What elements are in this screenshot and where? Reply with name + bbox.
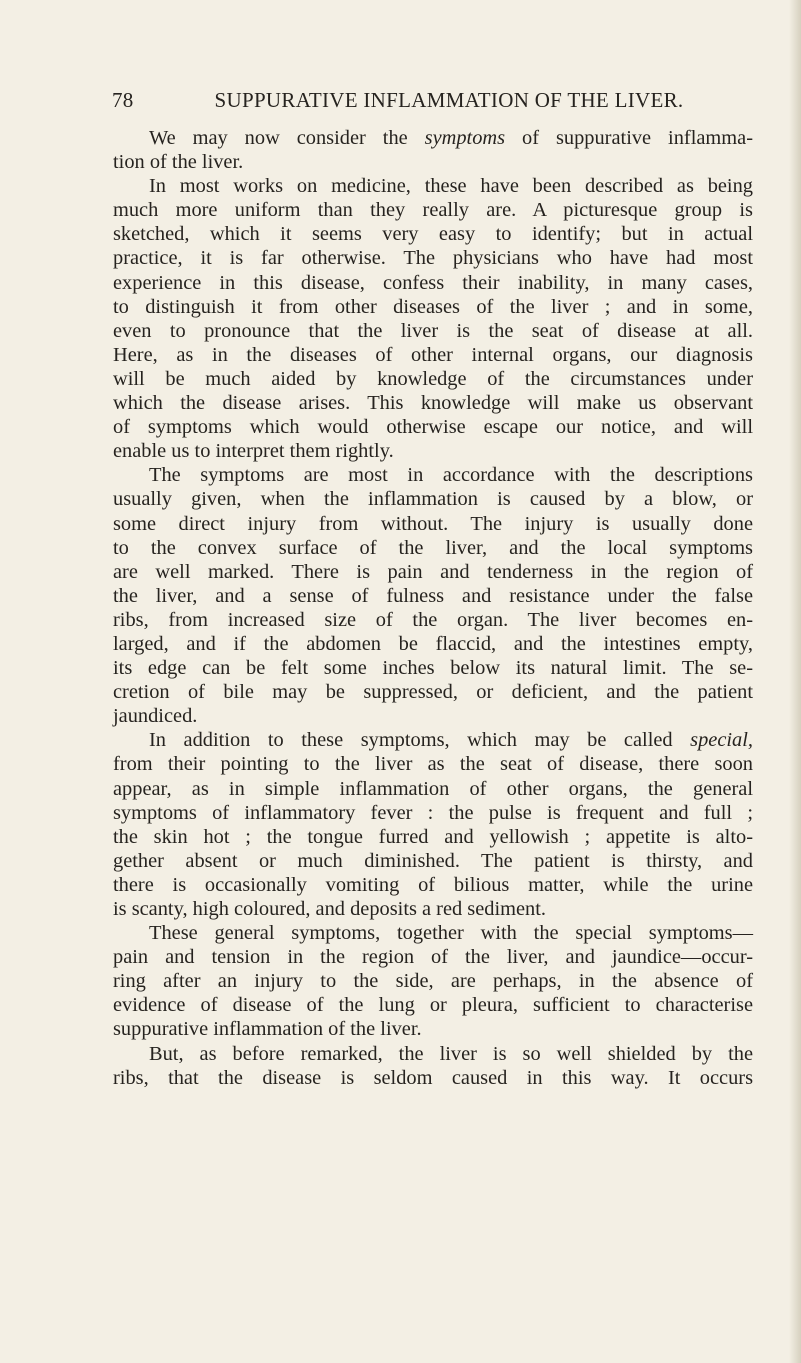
text-line: to distinguish it from other diseases of the liver ; and in some, — [113, 295, 753, 318]
text-line: enable us to interpret them rightly. — [113, 440, 394, 463]
page-number: 78 — [112, 88, 134, 112]
text-line: larged, and if the abdomen be flaccid, and the intestines empty, — [113, 632, 753, 655]
text-line: will be much aided by knowledge of the circumstances under — [113, 367, 753, 390]
text-line: of symptoms which would otherwise escape our notice, and will — [113, 416, 753, 439]
text-line: is scanty, high coloured, and deposits a red sediment. — [113, 898, 547, 920]
running-head — [112, 88, 752, 116]
text-line: much more uniform than they really are. A picturesque group is — [113, 199, 753, 222]
text-line: the liver, and a sense of fulness and resistance under the false — [113, 584, 753, 607]
text-line: ribs, that the disease is seldom caused in this way. It occurs — [113, 1066, 753, 1089]
text-line: there is occasionally vomiting of bilious matter, while the urine — [113, 873, 753, 896]
text-line: symptoms of inflammatory fever : the pulse is frequent and full ; — [113, 801, 753, 824]
text-line: We may now consider the symptoms of suppurative inflamma- — [149, 127, 753, 149]
body-text — [113, 126, 753, 1090]
text-line: sketched, which it seems very easy to identify; but in actual — [113, 223, 753, 246]
running-title: SUPPURATIVE INFLAMMATION OF THE LIVER. — [214, 88, 684, 112]
text-line: evidence of disease of the lung or pleura, sufficient to characterise — [113, 994, 753, 1017]
text-line: usually given, when the inflammation is caused by a blow, or — [113, 488, 753, 511]
text-line: jaundiced. — [113, 705, 198, 728]
text-line: But, as before remarked, the liver is so well shielded by the — [149, 1042, 753, 1065]
text-line: gether absent or much diminished. The patient is thirsty, and — [113, 849, 753, 872]
text-line: The symptoms are most in accordance with the descriptions — [149, 464, 753, 487]
text-line: In addition to these symptoms, which may be called special, — [149, 729, 753, 752]
text-line: In most works on medicine, these have been described as being — [149, 175, 753, 198]
text-line: are well marked. There is pain and tenderness in the region of — [113, 560, 753, 583]
text-line: Here, as in the diseases of other internal organs, our diagnosis — [113, 343, 753, 366]
text-line: from their pointing to the liver as the seat of disease, there soon — [113, 753, 753, 776]
text-line: some direct injury from without. The injury is usually done — [113, 512, 753, 535]
text-line: suppurative inflammation of the liver. — [113, 1018, 422, 1041]
text-line: ring after an injury to the side, are perhaps, in the absence of — [113, 970, 753, 993]
text-line: ribs, from increased size of the organ. The liver becomes en- — [113, 608, 753, 631]
text-line: pain and tension in the region of the liver, and jaundice—occur- — [113, 946, 753, 969]
text-line: These general symptoms, together with the special symptoms— — [149, 922, 753, 945]
text-line: the skin hot ; the tongue furred and yellowish ; appetite is alto- — [113, 825, 753, 848]
text-line: even to pronounce that the liver is the seat of disease at all. — [113, 319, 753, 342]
text-line: tion of the liver. — [113, 151, 244, 174]
text-line: its edge can be felt some inches below its natural limit. The se- — [113, 657, 753, 680]
text-line: experience in this disease, confess their inability, in many cases, — [113, 271, 753, 294]
text-line: appear, as in simple inflammation of other organs, the general — [113, 777, 753, 800]
text-line: to the convex surface of the liver, and the local symptoms — [113, 536, 753, 559]
page-edge-shadow — [789, 0, 801, 1363]
text-line: cretion of bile may be suppressed, or deficient, and the patient — [113, 681, 753, 704]
text-line: practice, it is far otherwise. The physicians who have had most — [113, 247, 753, 270]
text-line: which the disease arises. This knowledge will make us observant — [113, 392, 753, 415]
